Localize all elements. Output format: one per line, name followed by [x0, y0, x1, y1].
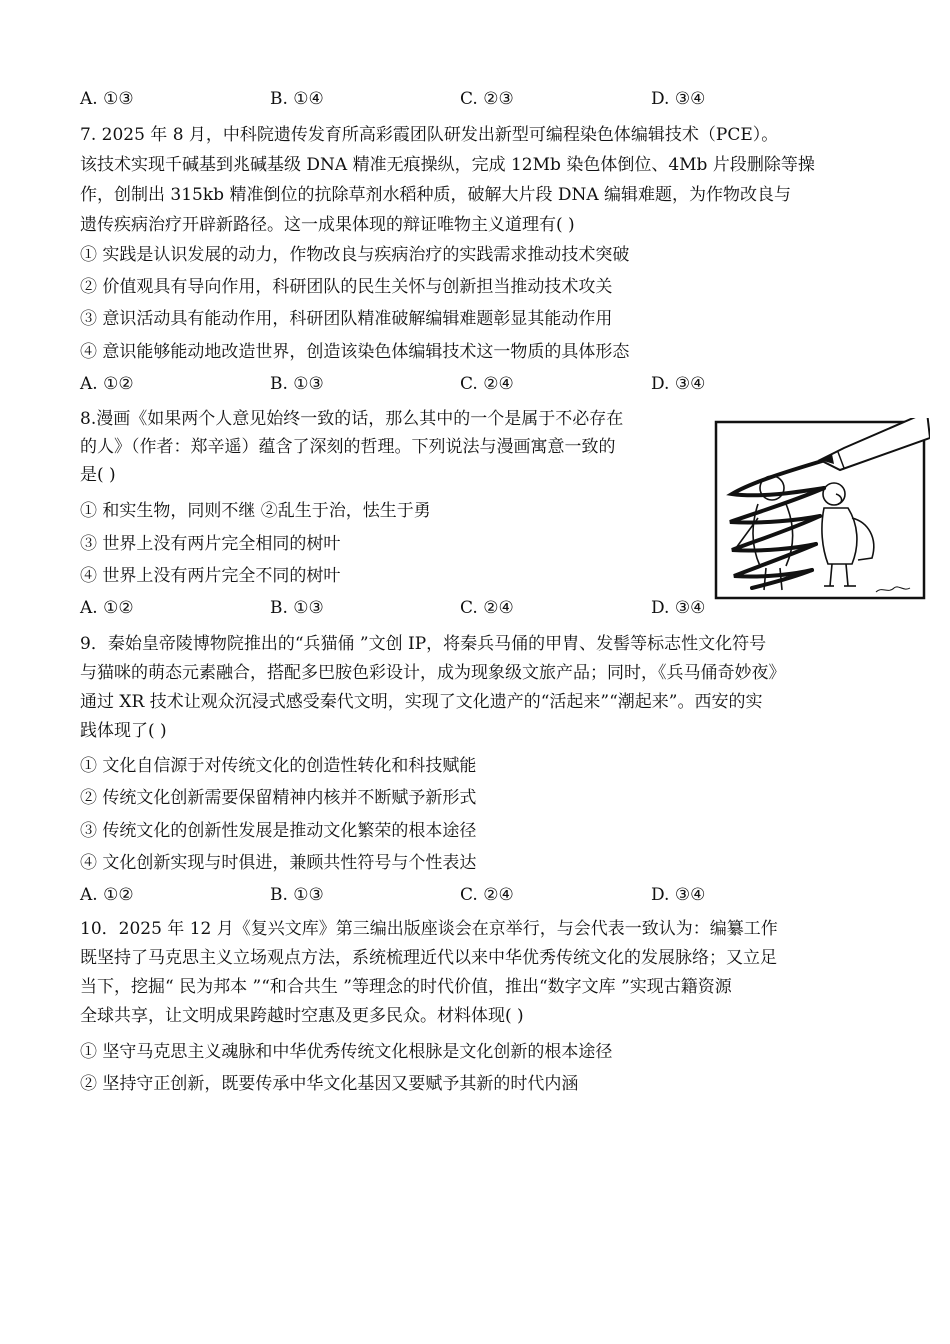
q7-item-2: ② 价值观具有导向作用，科研团队的民生关怀与创新担当推动技术攻关 [80, 277, 613, 297]
q7-stem-line-1: 7. 2025 年 8 月，中科院遗传发育所高彩霞团队研发出新型可编程染色体编辑技术（PCE）。 [80, 125, 779, 145]
q6-options [80, 88, 880, 110]
q10-item-1: ① 坚守马克思主义魂脉和中华优秀传统文化根脉是文化创新的根本途径 [80, 1042, 613, 1062]
q9-option-c: C. ②④ [460, 885, 514, 905]
q7-item-3: ③ 意识活动具有能动作用，科研团队精准破解编辑难题彰显其能动作用 [80, 309, 613, 329]
q9-item-3: ③ 传统文化的创新性发展是推动文化繁荣的根本途径 [80, 821, 477, 841]
q9-stem-line-4: 践体现了( ) [80, 721, 167, 741]
q7-stem-line-3: 作，创制出 315kb 精准倒位的抗除草剂水稻种质，破解大片段 DNA 编辑难题，为作物改良与 [80, 185, 792, 205]
q10-stem-line-1: 10．2025 年 12 月《复兴文库》第三编出版座谈会在京举行，与会代表一致认为：编纂工作 [80, 919, 778, 939]
q8-stem-line-2: 的人》（作者：郑辛遥）蕴含了深刻的哲理。下列说法与漫画寓意一致的 [80, 437, 616, 457]
q6-option-a: A. ①③ [80, 89, 134, 109]
q6-option-c: C. ②③ [460, 89, 514, 109]
q8-option-c: C. ②④ [460, 598, 514, 618]
q6-option-b: B. ①④ [270, 89, 324, 109]
q9-option-a: A. ①② [80, 885, 134, 905]
q9-option-d: D. ③④ [651, 885, 706, 905]
q10-stem-line-4: 全球共享，让文明成果跨越时空惠及更多民众。材料体现( ) [80, 1006, 524, 1026]
q10-stem-line-2: 既坚持了马克思主义立场观点方法，系统梳理近代以来中华优秀传统文化的发展脉络；又立足 [80, 948, 777, 968]
q8-option-b: B. ①③ [270, 598, 324, 618]
q8-item-3: ④ 世界上没有两片完全不同的树叶 [80, 566, 341, 586]
q8-item-2: ③ 世界上没有两片完全相同的树叶 [80, 534, 341, 554]
q7-item-4: ④ 意识能够能动地改造世界，创造该染色体编辑技术这一物质的具体形态 [80, 342, 630, 362]
q7-option-d: D. ③④ [651, 374, 706, 394]
q10-item-2: ② 坚持守正创新，既要传承中华文化基因又要赋予其新的时代内涵 [80, 1074, 579, 1094]
q8-option-d: D. ③④ [651, 598, 706, 618]
q9-item-1: ① 文化自信源于对传统文化的创造性转化和科技赋能 [80, 756, 477, 776]
q8-stem-line-1: 8.漫画《如果两个人意见始终一致的话，那么其中的一个是属于不必存在 [80, 409, 624, 429]
q9-stem-line-2: 与猫咪的萌态元素融合，搭配多巴胺色彩设计，成为现象级文旅产品；同时，《兵马俑奇妙夜》 [80, 663, 786, 683]
q8-stem-line-3: 是( ) [80, 465, 116, 485]
q7-stem-line-2: 该技术实现千碱基到兆碱基级 DNA 精准无痕操纵，完成 12Mb 染色体倒位、4Mb 片段删除等操 [80, 155, 815, 175]
q9-item-4: ④ 文化创新实现与时俱进，兼顾共性符号与个性表达 [80, 853, 477, 873]
q7-options [80, 373, 880, 395]
q7-stem-line-4: 遗传疾病治疗开辟新路径。这一成果体现的辩证唯物主义道理有( ) [80, 215, 575, 235]
cartoon-illustration [712, 418, 930, 604]
q7-option-c: C. ②④ [460, 374, 514, 394]
q10-stem-line-3: 当下，挖掘“ 民为邦本 ”“和合共生 ”等理念的时代价值，推出“数字文库 ”实现古籍资源 [80, 977, 732, 997]
q9-stem-line-1: 9．秦始皇帝陵博物院推出的“兵猫俑 ”文创 IP，将秦兵马俑的甲胄、发髻等标志性文化符号 [80, 634, 767, 654]
q7-item-1: ① 实践是认识发展的动力，作物改良与疾病治疗的实践需求推动技术突破 [80, 245, 630, 265]
q8-option-a: A. ①② [80, 598, 134, 618]
q9-option-b: B. ①③ [270, 885, 324, 905]
q7-option-a: A. ①② [80, 374, 134, 394]
q9-stem-line-3: 通过 XR 技术让观众沉浸式感受秦代文明，实现了文化遗产的“活起来”“潮起来”。西安的实 [80, 692, 763, 712]
q6-option-d: D. ③④ [651, 89, 706, 109]
q9-options [80, 884, 880, 906]
q9-item-2: ② 传统文化创新需要保留精神内核并不断赋予新形式 [80, 788, 477, 808]
q7-option-b: B. ①③ [270, 374, 324, 394]
q8-item-1: ① 和实生物，同则不继 ②乱生于治，怯生于勇 [80, 501, 431, 521]
